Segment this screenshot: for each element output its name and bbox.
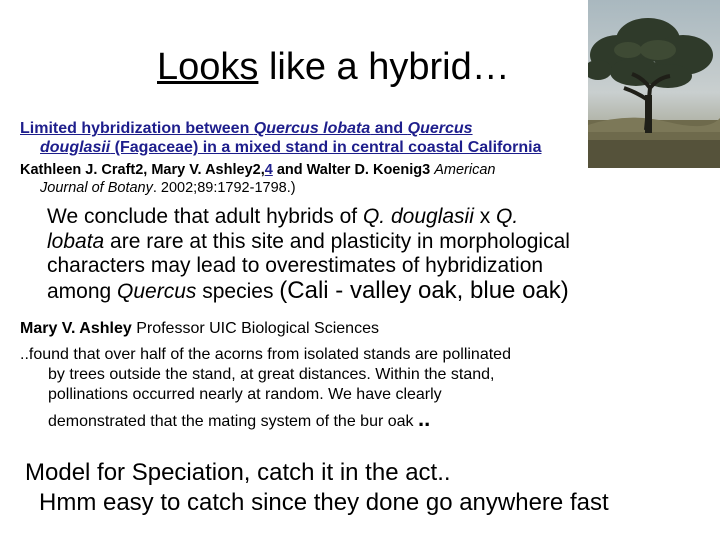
species-name: Q.	[496, 205, 519, 228]
citation-text: Limited hybridization between	[20, 120, 254, 137]
conclusion-text: among	[47, 279, 118, 303]
oak-tree-photo	[588, 0, 720, 168]
affiliation-link[interactable]: 4	[264, 162, 273, 178]
speciation-line: Hmm easy to catch since they done go anywhere fast	[39, 489, 609, 516]
conclusion-line	[47, 205, 570, 230]
citation-line-1	[20, 119, 588, 138]
conclusion-line	[47, 230, 570, 255]
researcher-line	[20, 319, 379, 338]
conclusion-line	[47, 254, 570, 279]
findings-line: pollinations occurred nearly at random. We have clearly	[48, 386, 442, 403]
citation-link[interactable]	[20, 119, 588, 157]
conclusion-text: species	[196, 279, 280, 303]
conclusion-text: are rare at this site and plasticity in morphological	[104, 229, 570, 253]
citation-line-2	[20, 138, 588, 157]
findings-text: demonstrated that the mating system of the bur oak	[48, 413, 414, 430]
journal-name: American	[434, 162, 496, 178]
speciation-line: Model for Speciation, catch it in the act..	[25, 459, 451, 486]
findings-paragraph	[20, 345, 511, 432]
journal-name: Journal of Botany	[40, 180, 153, 196]
ellipsis: ..	[417, 406, 431, 431]
genus-name: Quercus	[117, 279, 197, 303]
findings-line: by trees outside the stand, at great distances. Within the stand,	[48, 366, 495, 383]
species-name: lobata	[47, 229, 105, 253]
citation-text: and	[370, 120, 408, 137]
conclusion-text: x	[473, 205, 497, 228]
slide-title	[157, 48, 510, 86]
citation-species: Quercus lobata	[253, 120, 371, 137]
authors-block	[20, 161, 588, 197]
conclusion-paragraph	[47, 205, 570, 304]
citation-species: douglasii	[40, 139, 111, 156]
species-name: Q. douglasii	[362, 205, 474, 228]
findings-line	[20, 406, 511, 432]
citation-genus: Quercus	[407, 120, 473, 137]
conclusion-line	[47, 276, 570, 305]
researcher-title: Professor UIC Biological Sciences	[131, 320, 379, 337]
researcher-name: Mary V. Ashley	[20, 320, 132, 337]
authors-line-1	[20, 161, 588, 179]
authors-line-2	[20, 179, 588, 197]
speciation-note	[25, 458, 609, 518]
findings-line: ..found that over half of the acorns from isolated stands are pollinated	[20, 346, 511, 363]
authors-names: and Walter D. Koenig3	[272, 162, 435, 178]
citation-text: (Fagaceae) in a mixed stand in central coastal California	[110, 139, 542, 156]
authors-names: Kathleen J. Craft2, Mary V. Ashley2,	[20, 162, 265, 178]
conclusion-text: We conclude that adult hybrids of	[47, 205, 363, 228]
oak-note: (Cali - valley oak, blue oak)	[279, 276, 569, 304]
title-underlined-word: Looks	[157, 46, 259, 88]
title-rest: like a hybrid…	[258, 46, 510, 88]
conclusion-text: characters may lead to overestimates of hybridization	[47, 254, 544, 277]
journal-reference: . 2002;89:1792-1798.)	[152, 180, 296, 196]
